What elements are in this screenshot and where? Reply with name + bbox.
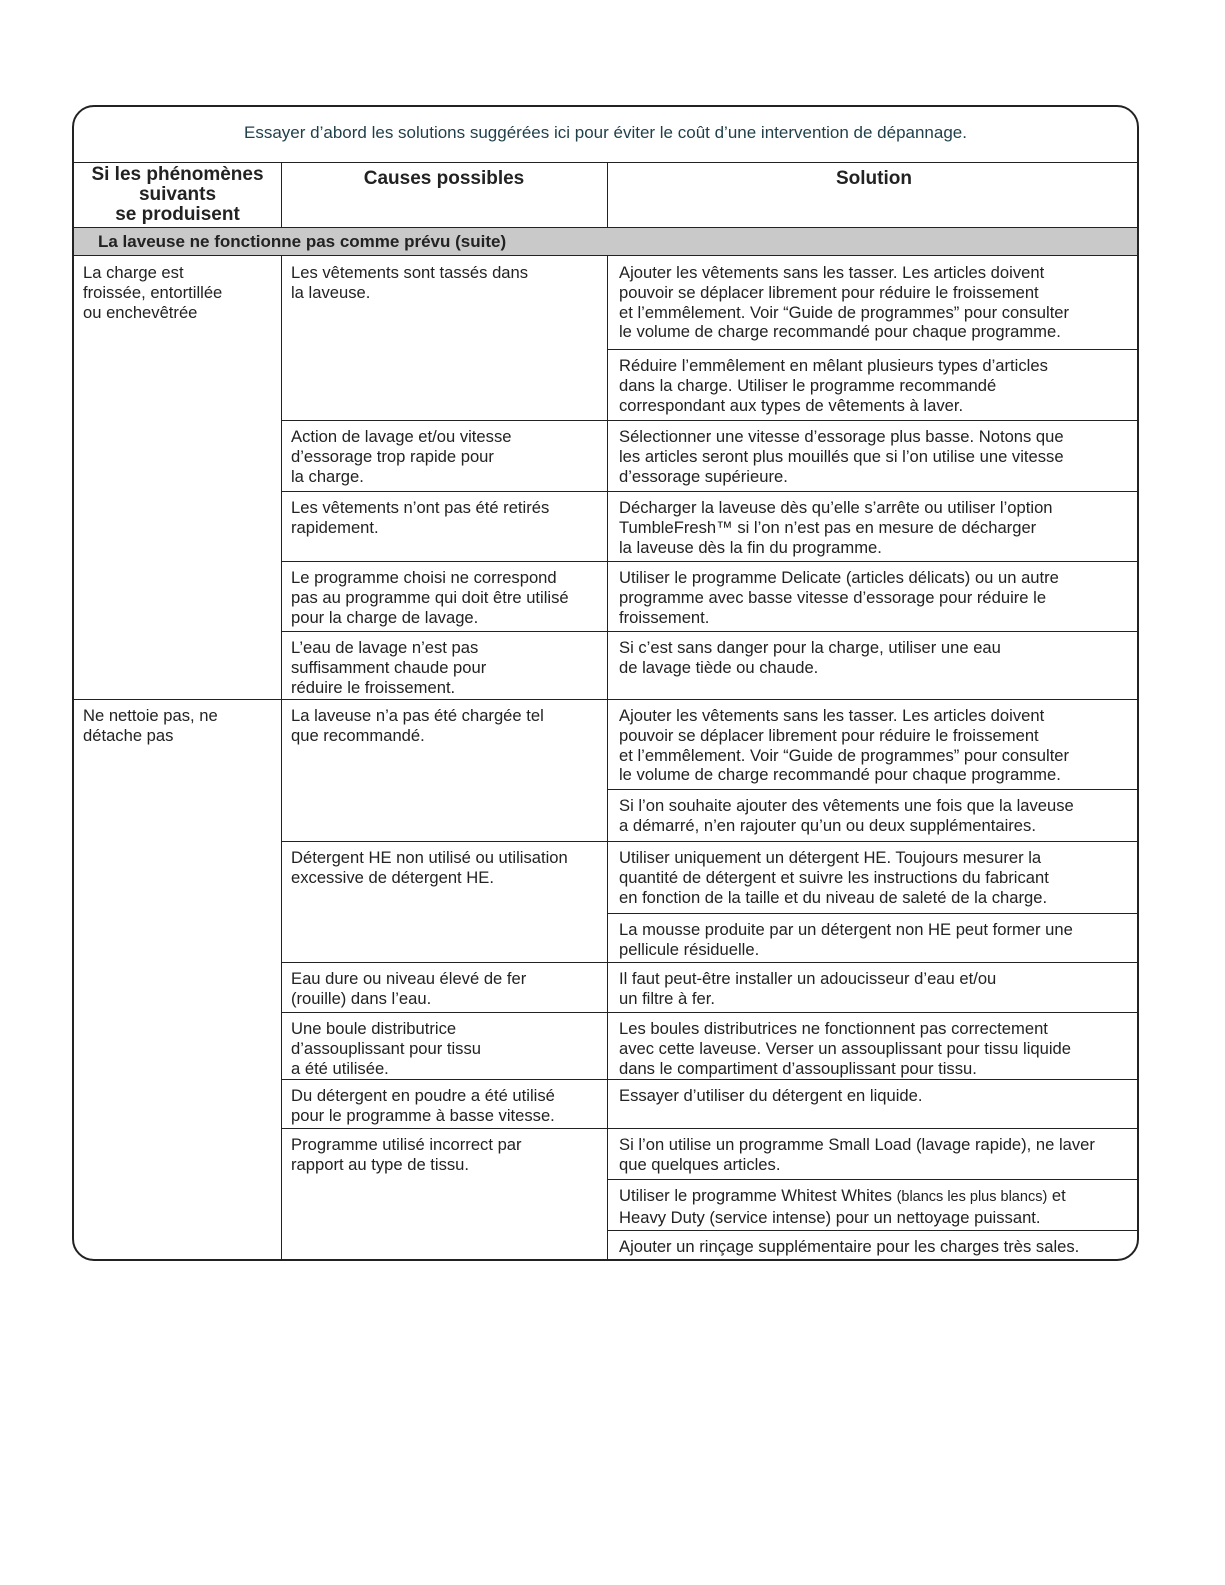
cause-rule — [281, 1128, 1139, 1129]
column-divider — [607, 256, 608, 1261]
solution-text-part: Utiliser le programme Whitest Whites — [619, 1186, 897, 1205]
solution-cell: Décharger la laveuse dès qu’elle s’arrête ou utiliser l’option TumbleFresh™ si l’on n’est pas en mesure de décharger la laveuse dès la fin du programme. — [619, 498, 1053, 557]
cause-rule — [281, 962, 1139, 963]
solution-rule — [607, 349, 1139, 350]
solution-cell: Si l’on utilise un programme Small Load (lavage rapide), ne laver que quelques articles. — [619, 1135, 1095, 1174]
cause-rule — [281, 420, 1139, 421]
solution-cell: Utiliser uniquement un détergent HE. Toujours mesurer la quantité de détergent et suivre les instructions du fabricant en fonction de la taille et du niveau de saleté de la charge. — [619, 848, 1049, 907]
solution-cell: Si c’est sans danger pour la charge, utiliser une eau de lavage tiède ou chaude. — [619, 638, 1001, 677]
troubleshooting-table — [72, 105, 1139, 1261]
cause-rule — [281, 631, 1139, 632]
cause-rule — [281, 1012, 1139, 1013]
cause-cell: Détergent HE non utilisé ou utilisation excessive de détergent HE. — [291, 848, 568, 887]
solution-text-part: et Heavy Duty (service intense) pour un nettoyage puissant. — [619, 1186, 1066, 1227]
header-phenomena — [74, 165, 281, 225]
cause-cell: Eau dure ou niveau élevé de fer (rouille) dans l’eau. — [291, 969, 527, 1008]
header-solution: Solution — [836, 168, 912, 189]
group-rule — [74, 699, 1139, 700]
phenomenon-cell: La charge est froissée, entortillée ou enchevêtrée — [83, 263, 223, 322]
cause-cell: Les vêtements n’ont pas été retirés rapidement. — [291, 498, 550, 537]
header-phenomena-text: Si les phénomènes suivants se produisent — [91, 164, 264, 225]
solution-cell — [619, 1186, 1135, 1228]
solution-cell: Sélectionner une vitesse d’essorage plus basse. Notons que les articles seront plus mouillés que si l’on utilise une vitesse d’essorage supérieure. — [619, 427, 1064, 486]
intro-text: Essayer d’abord les solutions suggérées ici pour éviter le coût d’une intervention de dépannage. — [74, 107, 1137, 163]
cause-cell: L’eau de lavage n’est pas suffisamment chaude pour réduire le froissement. — [291, 638, 487, 697]
solution-cell: Réduire l’emmêlement en mêlant plusieurs types d’articles dans la charge. Utiliser le programme recommandé correspondant aux types de vêtements à laver. — [619, 356, 1048, 415]
solution-cell: Ajouter les vêtements sans les tasser. Les articles doivent pouvoir se déplacer librement pour réduire le froissement et l’emmêlement. Voir “Guide de programmes” pour consulter le volume de charge recommandé pour chaque programme. — [619, 263, 1070, 342]
solution-text-part: (blancs les plus blancs) — [896, 1189, 1048, 1205]
cause-rule — [281, 1079, 1139, 1080]
cause-cell: Du détergent en poudre a été utilisé pour le programme à basse vitesse. — [291, 1086, 555, 1125]
cause-cell: Une boule distributrice d’assouplissant pour tissu a été utilisée. — [291, 1019, 482, 1078]
cause-cell: Programme utilisé incorrect par rapport au type de tissu. — [291, 1135, 522, 1174]
solution-cell: Utiliser le programme Delicate (articles délicats) ou un autre programme avec basse vitesse d’essorage pour réduire le froissement. — [619, 568, 1059, 627]
cause-cell: Le programme choisi ne correspond pas au programme qui doit être utilisé pour la charge de lavage. — [291, 568, 569, 627]
header-causes: Causes possibles — [363, 168, 525, 189]
solution-rule — [607, 1230, 1139, 1231]
solution-rule — [607, 1179, 1139, 1180]
cause-cell: Les vêtements sont tassés dans la laveuse. — [291, 263, 529, 302]
solution-cell: Les boules distributrices ne fonctionnent pas correctement avec cette laveuse. Verser un assouplissant pour tissu liquide dans le compartiment d’assouplissant pour tissu. — [619, 1019, 1071, 1078]
section-title: La laveuse ne fonctionne pas comme prévu (suite) — [74, 228, 1137, 256]
phenomenon-cell: Ne nettoie pas, ne détache pas — [83, 706, 218, 745]
column-divider — [281, 256, 282, 1261]
cause-rule — [281, 561, 1139, 562]
solution-cell: Il faut peut-être installer un adoucisseur d’eau et/ou un filtre à fer. — [619, 969, 997, 1008]
solution-cell: Si l’on souhaite ajouter des vêtements une fois que la laveuse a démarré, n’en rajouter qu’un ou deux supplémentaires. — [619, 796, 1074, 835]
solution-rule — [607, 913, 1139, 914]
cause-rule — [281, 491, 1139, 492]
solution-cell: Ajouter un rinçage supplémentaire pour les charges très sales. — [619, 1237, 1080, 1256]
cause-cell: Action de lavage et/ou vitesse d’essorage trop rapide pour la charge. — [291, 427, 512, 486]
solution-rule — [607, 789, 1139, 790]
cause-rule — [281, 841, 1139, 842]
solution-cell: Essayer d’utiliser du détergent en liquide. — [619, 1086, 923, 1105]
solution-cell: Ajouter les vêtements sans les tasser. Les articles doivent pouvoir se déplacer librement pour réduire le froissement et l’emmêlement. Voir “Guide de programmes” pour consulter le volume de charge recommandé pour chaque programme. — [619, 706, 1070, 785]
solution-cell: La mousse produite par un détergent non HE peut former une pellicule résiduelle. — [619, 920, 1073, 959]
cause-cell: La laveuse n’a pas été chargée tel que recommandé. — [291, 706, 544, 745]
